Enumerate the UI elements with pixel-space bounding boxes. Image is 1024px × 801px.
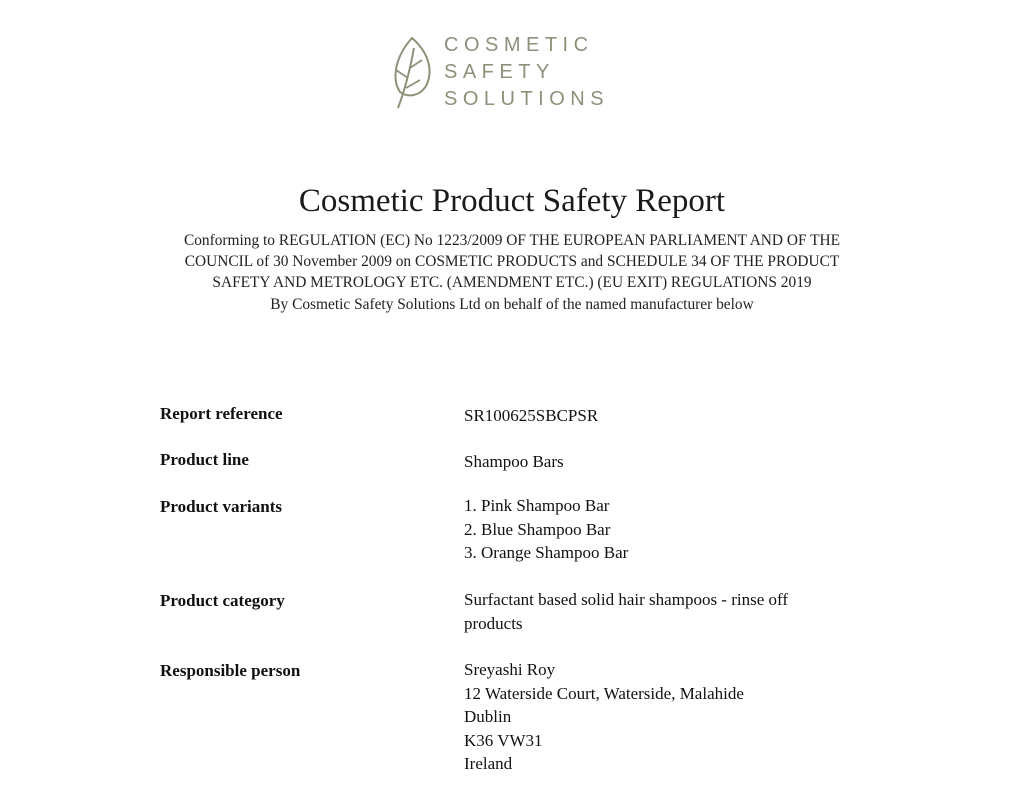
- address-line: 12 Waterside Court, Waterside, Malahide: [464, 683, 744, 703]
- report-reference-value: SR100625SBCPSR: [464, 406, 599, 425]
- variant-item: 2. Blue Shampoo Bar: [464, 519, 611, 539]
- product-line-value: Shampoo Bars: [464, 452, 564, 471]
- leaf-icon: [388, 34, 436, 110]
- responsible-person-value: [464, 658, 864, 776]
- conformity-line: SAFETY AND METROLOGY ETC. (AMENDMENT ETC.) (EU EXIT) REGULATIONS 2019: [212, 274, 812, 291]
- address-line: Dublin: [464, 707, 512, 726]
- variant-item: 1. Pink Shampoo Bar: [464, 496, 610, 515]
- product-line-label: Product line: [160, 450, 249, 469]
- product-variants-label: Product variants: [160, 497, 282, 516]
- responsible-person-label: Responsible person: [160, 661, 301, 680]
- conformity-line: Conforming to REGULATION (EC) No 1223/2009 OF THE EUROPEAN PARLIAMENT AND OF THE: [183, 232, 841, 249]
- byline: By Cosmetic Safety Solutions Ltd on behalf of the named manufacturer below: [270, 296, 754, 313]
- company-logo: [388, 32, 648, 112]
- conformity-line: COUNCIL of 30 November 2009 on COSMETIC PRODUCTS and SCHEDULE 34 OF THE PRODUCT: [184, 253, 840, 270]
- product-variants-value: [464, 494, 864, 565]
- product-category-label: Product category: [160, 591, 285, 610]
- category-line: Surfactant based solid hair shampoos - rinse off: [464, 590, 789, 609]
- responsible-person-name: Sreyashi Roy: [464, 660, 556, 679]
- variant-item: 3. Orange Shampoo Bar: [464, 543, 629, 562]
- report-reference-label: Report reference: [160, 404, 283, 423]
- category-line: products: [464, 613, 523, 633]
- logo-line-3: SOLUTIONS: [444, 88, 610, 110]
- logo-line-2: SAFETY: [444, 61, 555, 83]
- conformity-statement: [150, 230, 874, 293]
- address-line: K36 VW31: [464, 730, 543, 750]
- logo-line-1: COSMETIC: [444, 34, 594, 56]
- report-title: Cosmetic Product Safety Report: [298, 183, 726, 219]
- address-line: Ireland: [464, 754, 513, 773]
- logo-wordmark: [444, 32, 609, 113]
- product-category-value: [464, 588, 864, 635]
